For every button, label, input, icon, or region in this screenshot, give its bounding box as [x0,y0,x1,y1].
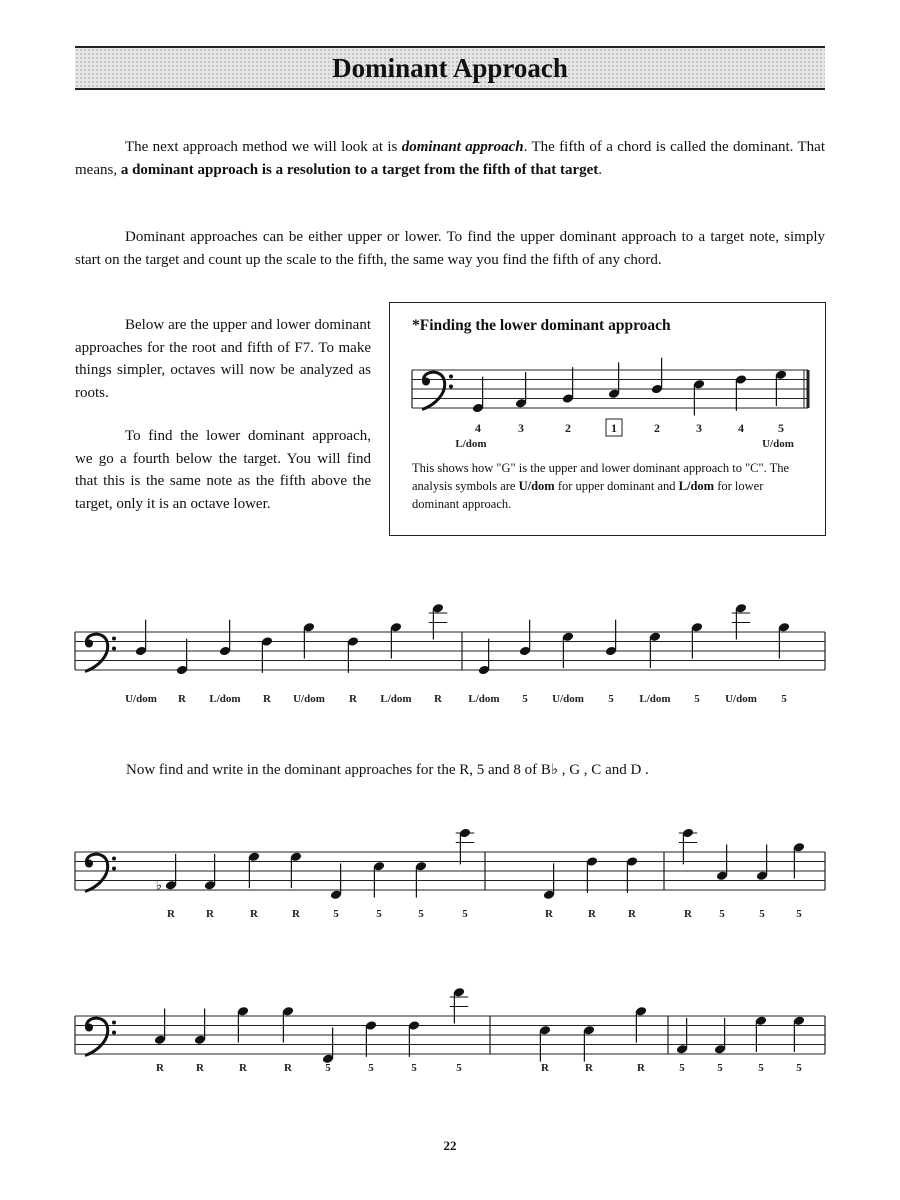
analysis-label: 5 [796,908,802,920]
analysis-label: 5 [376,908,382,920]
analysis-label: R [250,908,258,920]
analysis-label: 5 [608,693,614,705]
analysis-label: R [156,1062,164,1074]
analysis-label: 5 [411,1062,417,1074]
page-title: Dominant Approach [332,53,568,83]
box-number: 4 [738,421,744,435]
bass-clef-dot-upper [449,375,453,379]
box-udom-label: U/dom [762,438,794,450]
box-number: 5 [778,421,784,435]
analysis-label: R [349,693,357,705]
analysis-label: R [637,1062,645,1074]
bass-clef-dot-upper [112,857,116,861]
analysis-label: 5 [759,908,765,920]
bass-clef-dot [85,1024,93,1032]
analysis-label: U/dom [125,693,157,705]
bass-clef-dot [422,378,430,386]
analysis-label: 5 [456,1062,462,1074]
analysis-label: R [284,1062,292,1074]
bass-clef-dot-lower [112,1031,116,1035]
analysis-label: R [585,1062,593,1074]
analysis-label: 5 [694,693,700,705]
approach-paragraph: Dominant approaches can be either upper or lower. To find the upper dominant approach to a target note, simply start on the target and count up the scale to the fifth, the same way you find the fifth of any chord. [75,229,825,268]
analysis-label: L/dom [639,693,671,705]
f7-paragraph: Below are the upper and lower dominant approaches for the root and fifth of F7. To make things simpler, octaves will now be analyzed as roots. [75,317,371,401]
analysis-label: L/dom [468,693,500,705]
box-title: *Finding the lower dominant approach [412,317,671,334]
analysis-label: 5 [522,693,528,705]
analysis-label: R [628,908,636,920]
bass-clef-dot-lower [112,867,116,871]
analysis-label: L/dom [380,693,412,705]
analysis-label: 5 [418,908,424,920]
box-number: 1 [611,421,617,435]
analysis-label: U/dom [552,693,584,705]
bass-clef-dot-lower [449,385,453,389]
analysis-label: 5 [719,908,725,920]
analysis-label: R [206,908,214,920]
analysis-label: R [178,693,186,705]
analysis-label: R [292,908,300,920]
bass-clef-dot-upper [112,1021,116,1025]
analysis-label: R [263,693,271,705]
analysis-label: 5 [462,908,468,920]
box-ldom-label: L/dom [455,438,487,450]
analysis-label: R [545,908,553,920]
bass-clef-dot-upper [112,637,116,641]
bass-clef-dot [85,640,93,648]
staff-exercise-1 [75,828,825,920]
analysis-label: R [588,908,596,920]
staff-f7-example [75,603,825,705]
bass-clef-dot-lower [112,647,116,651]
analysis-label: R [684,908,692,920]
flat-accidental: ♭ [155,877,162,893]
box-number: 4 [475,421,481,435]
page-number: 22 [443,1138,457,1153]
box-number: 3 [696,421,702,435]
box-analysis-labels [455,419,793,450]
staff-exercise-2 [75,987,825,1074]
box-number: 2 [654,421,660,435]
box-caption: This shows how "G" is the upper and lower dominant approach to "C". The analysis symbols are U/dom for upper dominant and L/dom for lower dominant approach. [412,461,790,511]
analysis-label: U/dom [293,693,325,705]
exercise-question: Now find and write in the dominant approaches for the R, 5 and 8 of B♭ , G , C and D . [126,762,649,778]
lower-dominant-paragraph: To find the lower dominant approach, we go a fourth below the target. You will find that this is the same note as the fifth above the target, only it is an octave lower. [75,428,371,512]
analysis-label: L/dom [209,693,241,705]
analysis-label: R [239,1062,247,1074]
analysis-label: R [196,1062,204,1074]
bass-clef-dot [85,860,93,868]
analysis-label: 5 [325,1062,331,1074]
analysis-label: 5 [333,908,339,920]
analysis-label: R [434,693,442,705]
box-number: 2 [565,421,571,435]
analysis-label: U/dom [725,693,757,705]
analysis-label: R [541,1062,549,1074]
analysis-label: 5 [679,1062,685,1074]
box-staff [412,358,808,416]
analysis-label: 5 [717,1062,723,1074]
analysis-label: 5 [758,1062,764,1074]
analysis-label: R [167,908,175,920]
box-number: 3 [518,421,524,435]
analysis-label: 5 [781,693,787,705]
intro-paragraph: The next approach method we will look at is dominant approach. The fifth of a chord is called the dominant. That means, a dominant approach is a resolution to a target from the fifth of that target. [75,139,826,178]
analysis-label: 5 [368,1062,374,1074]
analysis-label: 5 [796,1062,802,1074]
